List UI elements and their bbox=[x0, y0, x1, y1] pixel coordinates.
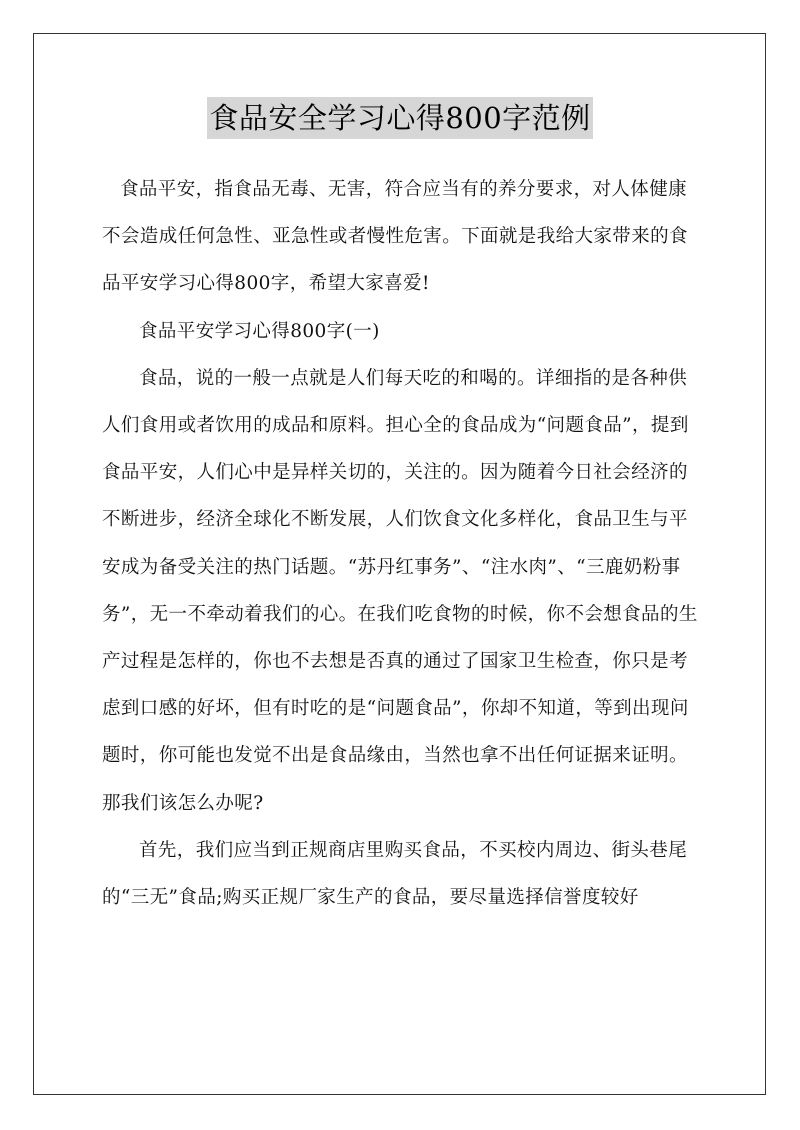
title-container bbox=[0, 97, 800, 139]
document-title: 食品安全学习心得800字范例 bbox=[207, 97, 592, 139]
document-body bbox=[102, 166, 700, 921]
body-paragraph: 首先，我们应当到正规商店里购买食品，不买校内周边、街头巷尾的“三无”食品;购买正规厂家生产的食品，要尽量选择信誉度较好 bbox=[102, 839, 688, 909]
intro-paragraph: 食品平安，指食品无毒、无害，符合应当有的养分要求，对人体健康不会造成任何急性、亚急性或者慢性危害。下面就是我给大家带来的食品平安学习心得800字，希望大家喜爱! bbox=[102, 179, 688, 295]
body-paragraph: 食品，说的一般一点就是人们每天吃的和喝的。详细指的是各种供人们食用或者饮用的成品和原料。担心全的食品成为“问题食品”，提到食品平安，人们心中是异样关切的，关注的。因为随着今日社会经济的不断进步，经济全球化不断发展，人们饮食文化多样化，食品卫生与平安成为备受关注的热门话题。“苏丹红事务”、“注水肉”、“三鹿奶粉事务”，无一不牵动着我们的心。在我们吃食物的时候，你不会想食品的生产过程是怎样的，你也不去想是否真的通过了国家卫生检查，你只是考虑到口感的好坏，但有时吃的是“问题食品”，你却不知道，等到出现问题时，你可能也发觉不出是食品缘由，当然也拿不出任何证据来证明。那我们该怎么办呢? bbox=[102, 367, 698, 814]
section-heading: 食品平安学习心得800字(一) bbox=[139, 320, 380, 342]
